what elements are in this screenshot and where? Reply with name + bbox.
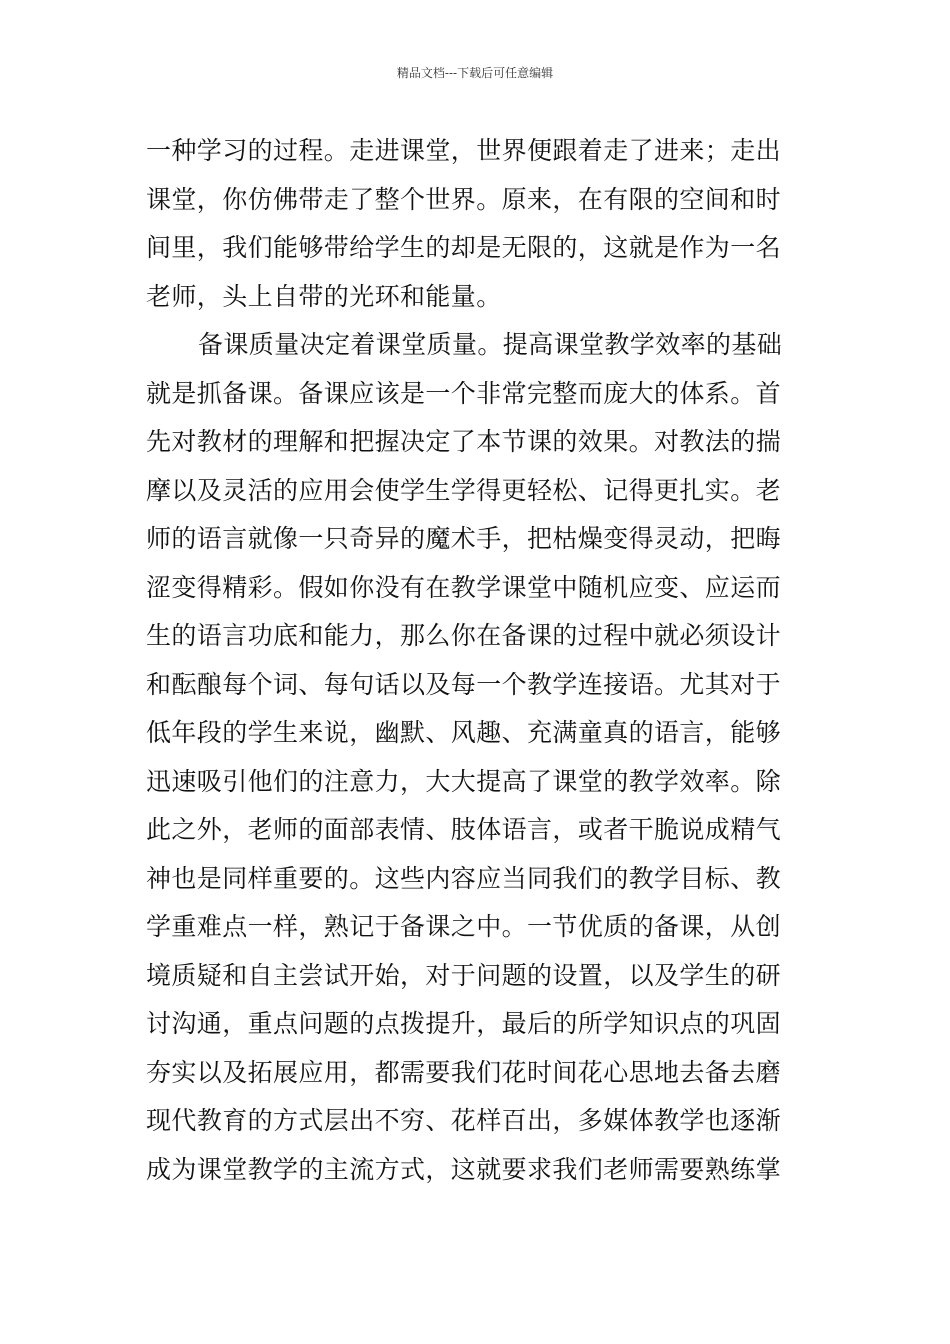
text-line: 此之外，老师的面部表情、肢体语言，或者干脆说成精气 <box>146 815 782 844</box>
text-line: 和酝酿每个词、每句话以及每一个教学连接语。尤其对于 <box>146 669 782 699</box>
text-line: 老师，头上自带的光环和能量。 <box>146 281 502 311</box>
text-line: 神也是同样重要的。这些内容应当同我们的教学目标、教 <box>146 863 782 893</box>
text-line: 师的语言就像一只奇异的魔术手，把枯燥变得灵动，把晦 <box>146 524 782 553</box>
text-line: 摩以及灵活的应用会使学生学得更轻松、记得更扎实。老 <box>146 475 782 505</box>
text-line: 涩变得精彩。假如你没有在教学课堂中随机应变、应运而 <box>146 572 782 602</box>
text-line: 成为课堂教学的主流方式，这就要求我们老师需要熟练掌 <box>146 1154 782 1184</box>
text-line: 课堂，你仿佛带走了整个世界。原来，在有限的空间和时 <box>146 184 782 214</box>
page-header: 精品文档---下载后可任意编辑 <box>396 66 554 80</box>
text-line: 间里，我们能够带给学生的却是无限的，这就是作为一名 <box>146 233 782 262</box>
text-line: 低年段的学生来说，幽默、风趣、充满童真的语言，能够 <box>146 718 782 747</box>
text-line: 就是抓备课。备课应该是一个非常完整而庞大的体系。首 <box>146 378 782 408</box>
text-line: 学重难点一样，熟记于备课之中。一节优质的备课，从创 <box>146 912 782 941</box>
text-line: 夯实以及拓展应用，都需要我们花时间花心思地去备去磨 <box>146 1057 782 1087</box>
text-line: 境质疑和自主尝试开始，对于问题的设置，以及学生的研 <box>146 960 782 990</box>
text-line: 一种学习的过程。走进课堂，世界便跟着走了进来；走出 <box>146 136 782 165</box>
text-line: 现代教育的方式层出不穷、花样百出，多媒体教学也逐渐 <box>146 1106 782 1135</box>
document-body <box>146 127 806 1194</box>
text-line: 迅速吸引他们的注意力，大大提高了课堂的教学效率。除 <box>146 766 782 796</box>
text-line: 生的语言功底和能力，那么你在备课的过程中就必须设计 <box>146 621 782 650</box>
text-line: 讨沟通，重点问题的点拨提升，最后的所学知识点的巩固 <box>146 1009 782 1038</box>
paragraph-start-line: 备课质量决定着课堂质量。提高课堂教学效率的基础 <box>198 330 783 359</box>
text-line: 先对教材的理解和把握决定了本节课的效果。对教法的揣 <box>146 427 782 456</box>
